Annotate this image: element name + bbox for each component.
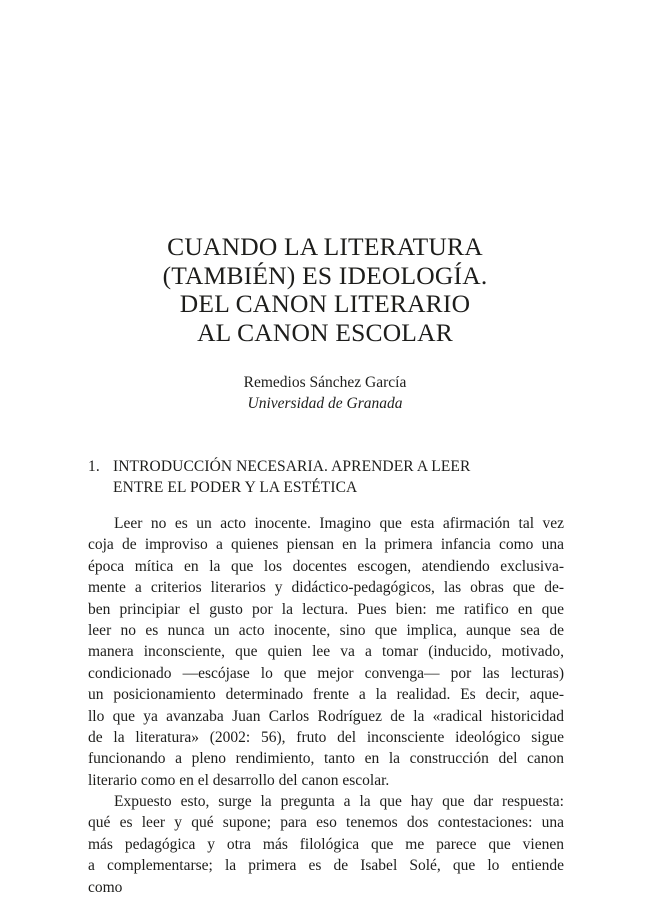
body-text (88, 513, 564, 898)
chapter-title-line: AL CANON ESCOLAR (197, 317, 453, 347)
section-title-line: ENTRE EL PODER Y LA ESTÉTICA (113, 479, 358, 496)
paragraph-line: ben principiar el gusto por la lectura. Pues bien: me ratifico en que (88, 600, 564, 618)
section-heading (88, 456, 568, 498)
author-affiliation: Universidad de Granada (247, 395, 403, 412)
chapter-title-line: (TAMBIÉN) ES IDEOLOGÍA. (162, 260, 488, 290)
paragraph-line: un posicionamiento determinado frente a la realidad. Es decir, aque- (88, 686, 564, 704)
paragraph-line: condicionado —escójase lo que mejor convenga— por las lecturas) (88, 664, 564, 682)
paragraph-line: coja de improviso a quienes piensan en la primera infancia como una (88, 536, 564, 554)
paragraph-line: a complementarse; la primera es de Isabel Solé, que lo entiende (88, 857, 564, 875)
paragraph-line: llo que ya avanzaba Juan Carlos Rodríguez de la «radical historicidad (88, 707, 564, 725)
paragraph-line: manera inconsciente, que quien lee va a tomar (inducido, motivado, (88, 643, 564, 661)
chapter-title (0, 233, 650, 347)
paragraph-line: mente a criterios literarios y didáctico-pedagógicos, las obras que de- (88, 579, 564, 597)
chapter-title-line: CUANDO LA LITERATURA (167, 232, 483, 261)
paragraph-line: de la literatura» (2002: 56), fruto del inconsciente ideológico sigue (88, 728, 564, 746)
paragraph-line: Leer no es un acto inocente. Imagino que esta afirmación tal vez (114, 515, 564, 532)
paragraph-line: qué es leer y qué supone; para eso tenemos dos contestaciones: una (88, 814, 564, 832)
author-name: Remedios Sánchez García (243, 374, 407, 391)
paragraph-line: funcionando a pleno rendimiento, tanto en la construcción del canon (88, 750, 564, 768)
section-number: 1. (88, 458, 100, 475)
paragraph-line: época mítica en la que los docentes escogen, atendiendo exclusiva- (88, 557, 564, 575)
paragraph-line: como (88, 878, 123, 896)
paragraph-line: leer no es nunca un acto inocente, sino que implica, aunque sea de (88, 621, 564, 639)
paragraph-line: más pedagógica y otra más filológica que me parece que vienen (88, 835, 564, 853)
paragraph-line: literario como en el desarrollo del canon escolar. (88, 771, 390, 789)
chapter-title-line: DEL CANON LITERARIO (179, 289, 471, 318)
section-title-line: INTRODUCCIÓN NECESARIA. APRENDER A LEER (113, 458, 471, 475)
paragraph-line: Expuesto esto, surge la pregunta a la que hay que dar respuesta: (114, 793, 564, 811)
